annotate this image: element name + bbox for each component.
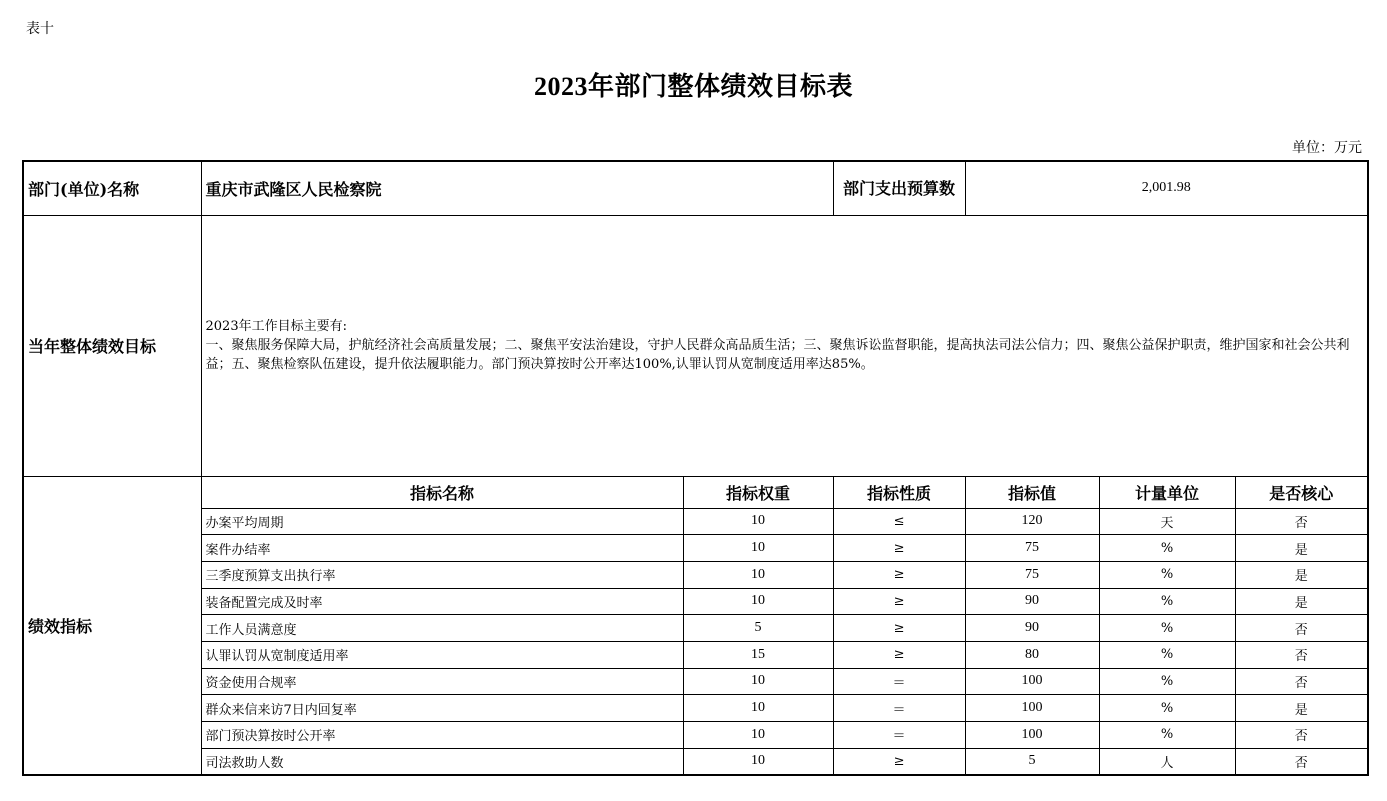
table-row <box>23 668 1368 695</box>
department-label: 部门(单位)名称 <box>23 161 201 215</box>
indicator-value: 100 <box>965 722 1099 749</box>
indicator-name: 司法救助人数 <box>201 748 683 775</box>
indicator-core: 是 <box>1235 588 1368 615</box>
indicator-value: 5 <box>965 748 1099 775</box>
indicator-nature: ＝ <box>833 668 965 695</box>
indicator-nature: ≤ <box>833 508 965 535</box>
indicator-nature: ≥ <box>833 588 965 615</box>
indicator-unit: % <box>1099 695 1235 722</box>
goal-row <box>23 215 1368 476</box>
table-row <box>23 561 1368 588</box>
budget-label: 部门支出预算数 <box>833 161 965 215</box>
indicator-core: 否 <box>1235 641 1368 668</box>
indicator-weight: 10 <box>683 668 833 695</box>
table-row <box>23 748 1368 775</box>
indicator-unit: % <box>1099 588 1235 615</box>
page-title: 2023年部门整体绩效目标表 <box>533 72 853 101</box>
indicator-nature: ≥ <box>833 641 965 668</box>
header-indicator-name: 指标名称 <box>201 476 683 508</box>
indicator-weight: 10 <box>683 722 833 749</box>
header-value: 指标值 <box>965 476 1099 508</box>
indicator-value: 90 <box>965 588 1099 615</box>
indicator-weight: 5 <box>683 615 833 642</box>
header-core: 是否核心 <box>1235 476 1368 508</box>
indicator-weight: 10 <box>683 748 833 775</box>
indicator-core: 否 <box>1235 748 1368 775</box>
indicator-core: 否 <box>1235 668 1368 695</box>
goal-text: 2023年工作目标主要有: 一、聚焦服务保障大局，护航经济社会高质量发展；二、聚焦平安法治建设，守护人民群众高品质生活；三、聚焦诉讼监督职能，提高执法司法公信力；四、聚焦公益保护职责，维护国家和社会公共利益；五、聚焦检察队伍建设，提升依法履职能力。部门预决算按时公开率达100%,认罪认罚从宽制度适用率达85%。 <box>201 215 1368 476</box>
indicator-unit: % <box>1099 561 1235 588</box>
indicator-weight: 15 <box>683 641 833 668</box>
indicator-nature: ＝ <box>833 695 965 722</box>
table-number: 表十 <box>26 21 54 37</box>
table-row <box>23 641 1368 668</box>
indicator-value: 80 <box>965 641 1099 668</box>
indicator-value: 100 <box>965 668 1099 695</box>
table-row <box>23 535 1368 562</box>
indicator-core: 否 <box>1235 615 1368 642</box>
indicator-weight: 10 <box>683 561 833 588</box>
indicator-core: 是 <box>1235 695 1368 722</box>
indicator-nature: ≥ <box>833 615 965 642</box>
indicator-unit: % <box>1099 535 1235 562</box>
header-nature: 指标性质 <box>833 476 965 508</box>
indicator-core: 是 <box>1235 535 1368 562</box>
table-row <box>23 588 1368 615</box>
indicator-name: 群众来信来访7日内回复率 <box>201 695 683 722</box>
indicator-unit: 人 <box>1099 748 1235 775</box>
indicator-name: 办案平均周期 <box>201 508 683 535</box>
indicator-unit: 天 <box>1099 508 1235 535</box>
indicator-core: 否 <box>1235 722 1368 749</box>
header-unit: 计量单位 <box>1099 476 1235 508</box>
department-row <box>23 161 1368 215</box>
header-weight: 指标权重 <box>683 476 833 508</box>
indicator-name: 资金使用合规率 <box>201 668 683 695</box>
indicator-weight: 10 <box>683 508 833 535</box>
indicator-value: 120 <box>965 508 1099 535</box>
indicator-name: 工作人员满意度 <box>201 615 683 642</box>
indicator-name: 认罪认罚从宽制度适用率 <box>201 641 683 668</box>
indicator-core: 是 <box>1235 561 1368 588</box>
table-row <box>23 722 1368 749</box>
indicator-weight: 10 <box>683 535 833 562</box>
indicator-name: 三季度预算支出执行率 <box>201 561 683 588</box>
indicator-value: 75 <box>965 535 1099 562</box>
performance-target-table <box>22 160 1369 776</box>
indicator-value: 100 <box>965 695 1099 722</box>
indicator-nature: ＝ <box>833 722 965 749</box>
indicator-name: 装备配置完成及时率 <box>201 588 683 615</box>
unit-label: 单位：万元 <box>1292 140 1362 156</box>
indicator-core: 否 <box>1235 508 1368 535</box>
indicator-weight: 10 <box>683 695 833 722</box>
table-row <box>23 695 1368 722</box>
goal-label: 当年整体绩效目标 <box>23 215 201 476</box>
indicator-value: 90 <box>965 615 1099 642</box>
department-name: 重庆市武隆区人民检察院 <box>201 161 833 215</box>
indicator-unit: % <box>1099 615 1235 642</box>
indicator-unit: % <box>1099 641 1235 668</box>
indicator-header-row <box>23 476 1368 508</box>
indicators-label: 绩效指标 <box>23 476 201 775</box>
indicator-unit: % <box>1099 668 1235 695</box>
indicator-nature: ≥ <box>833 561 965 588</box>
indicator-nature: ≥ <box>833 748 965 775</box>
budget-value: 2,001.98 <box>965 161 1368 215</box>
indicator-nature: ≥ <box>833 535 965 562</box>
indicator-name: 部门预决算按时公开率 <box>201 722 683 749</box>
indicator-name: 案件办结率 <box>201 535 683 562</box>
indicator-unit: % <box>1099 722 1235 749</box>
table-row <box>23 615 1368 642</box>
table-row <box>23 508 1368 535</box>
indicator-value: 75 <box>965 561 1099 588</box>
indicator-weight: 10 <box>683 588 833 615</box>
